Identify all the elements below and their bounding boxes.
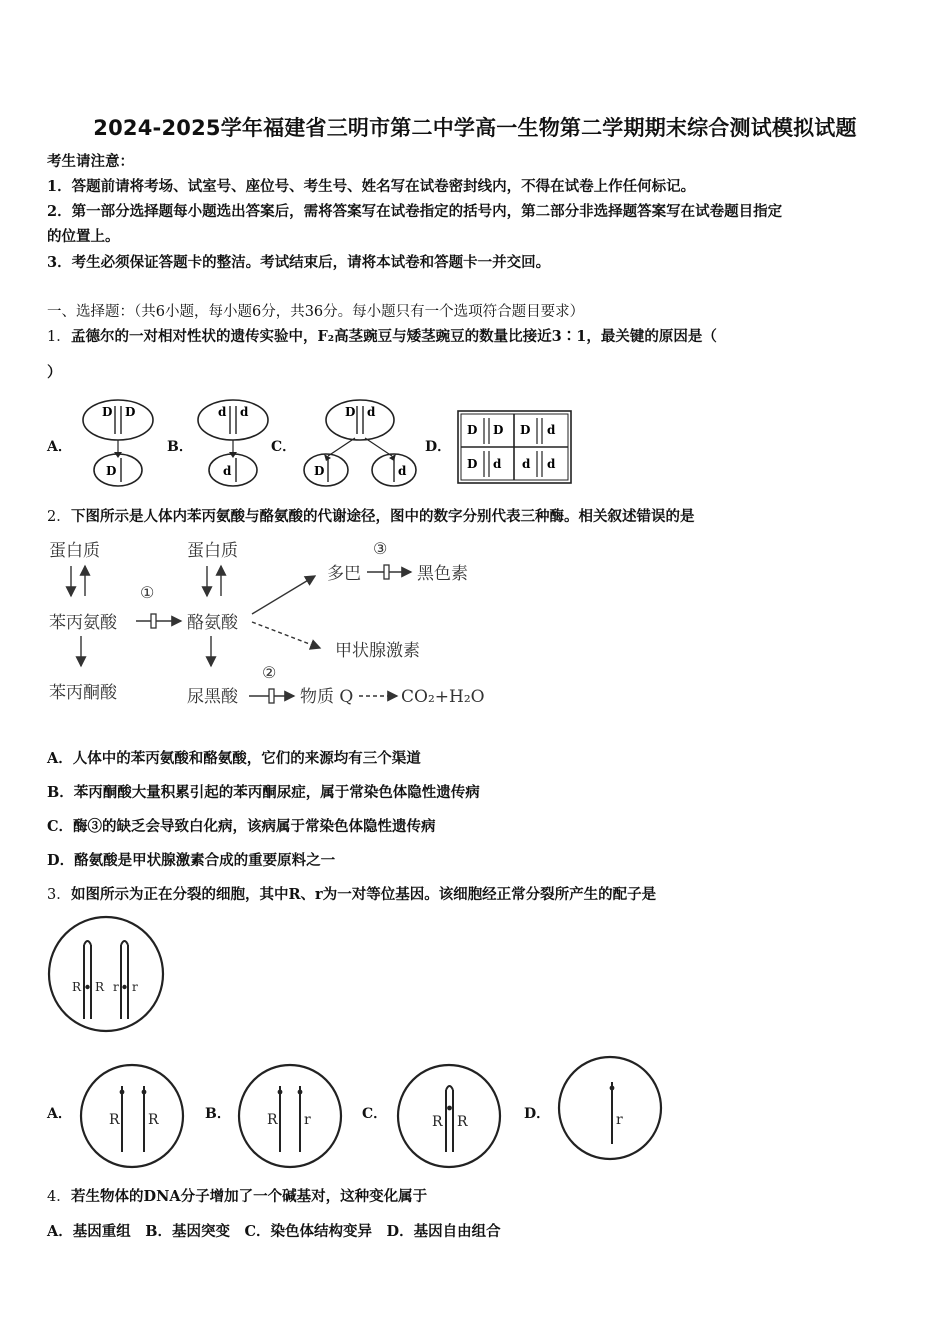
q3-option-a-label: A． [47, 1106, 72, 1122]
q1-stem-end: ） [47, 364, 62, 381]
cell-allele-R-right: R [95, 980, 105, 994]
q3a-left-allele: R [109, 1112, 120, 1128]
q3-option-c-label: C． [362, 1106, 388, 1122]
q3-option-a-cell [78, 1062, 188, 1172]
q3-dividing-cell-diagram [44, 915, 170, 1033]
q1-diagram-a [78, 398, 158, 490]
q1c-bottom-right-allele: d [398, 464, 407, 478]
q1a-top-left-allele: D [102, 405, 113, 419]
q3-option-d-label: D． [524, 1106, 551, 1122]
thyroxine-label: 甲状腺激素 [335, 641, 420, 661]
q4-stem: 若生物体的DNA分子增加了一个碱基对，这种变化属于 [71, 1188, 428, 1205]
page-title: 2024-2025学年福建省三明市第二中学高一生物第二学期期末综合测试模拟试题 [93, 116, 857, 140]
q3-stem: 如图所示为正在分裂的细胞，其中R、r为一对等位基因。该细胞经正常分裂所产生的配子是 [71, 886, 657, 903]
q1c-top-right-allele: d [367, 405, 376, 419]
punnett-cell-4-right: d [547, 457, 556, 471]
q3-option-c-cell [395, 1062, 505, 1172]
punnett-cell-1-left: D [467, 423, 478, 437]
punnett-cell-1-right: D [493, 423, 504, 437]
punnett-cell-3-left: D [467, 457, 478, 471]
q2-option-b: B．苯丙酮酸大量积累引起的苯丙酮尿症，属于常染色体隐性遗传病 [47, 784, 480, 801]
punnett-cell-4-left: d [522, 457, 531, 471]
q1a-bottom-allele: D [106, 464, 117, 478]
q3-option-b-cell [236, 1062, 346, 1172]
q4-number: 4． [47, 1189, 71, 1205]
q1-option-c-label: C． [271, 439, 297, 455]
punnett-cell-2-right: d [547, 423, 556, 437]
substance-q-label: 物质 Q [300, 687, 354, 707]
q1c-top-left-allele: D [345, 405, 356, 419]
q2-option-a: A．人体中的苯丙氨酸和酪氨酸，它们的来源均有三个渠道 [47, 750, 421, 767]
cell-allele-r-right: r [132, 980, 138, 994]
notice-item-3: 3．考生必须保证答题卡的整洁。考试结束后，请将本试卷和答题卡一并交回。 [47, 254, 551, 271]
q2-number: 2． [47, 509, 71, 525]
cell-allele-R-left: R [72, 980, 82, 994]
phenylpyruvate-label: 苯丙酮酸 [49, 683, 117, 703]
q1b-bottom-allele: d [223, 464, 232, 478]
enzyme-1-label: ① [140, 583, 155, 602]
q3-option-b-label: B． [205, 1106, 231, 1122]
melanin-label: 黑色素 [417, 564, 468, 584]
q1-stem: 孟德尔的一对相对性状的遗传实验中，F₂高茎豌豆与矮茎豌豆的数量比接近3∶1，最关键的原因是（ [71, 328, 717, 345]
q2-stem: 下图所示是人体内苯丙氨酸与酪氨酸的代谢途径，图中的数字分别代表三种酶。相关叙述错误的是 [71, 508, 695, 525]
section-heading: 一、选择题：（共6小题，每小题6分，共36分。每小题只有一个选项符合题目要求） [47, 304, 585, 320]
q3-option-d-cell [556, 1054, 666, 1164]
q3d-allele: r [616, 1112, 623, 1128]
protein-label-2: 蛋白质 [187, 541, 238, 561]
notice-heading: 考生请注意： [47, 153, 134, 170]
punnett-cell-2-left: D [520, 423, 531, 437]
q2-metabolic-pathway-diagram [45, 536, 505, 716]
dopa-label: 多巴 [327, 564, 361, 584]
q1c-bottom-left-allele: D [314, 464, 325, 478]
q3b-left-allele: R [267, 1112, 278, 1128]
q2-option-d: D．酪氨酸是甲状腺激素合成的重要原料之一 [47, 852, 336, 869]
q1-option-d-label: D． [425, 439, 452, 455]
q1a-top-right-allele: D [125, 405, 136, 419]
q1-diagram-b [193, 398, 273, 490]
q3c-right-allele: R [457, 1114, 468, 1130]
enzyme-2-label: ② [262, 663, 277, 682]
notice-item-2-cont: 的位置上。 [47, 228, 120, 245]
q3-number: 3． [47, 887, 71, 903]
q1-diagram-c [300, 398, 420, 490]
co2-h2o-label: CO₂+H₂O [401, 687, 485, 707]
homogentisic-acid-label: 尿黑酸 [187, 687, 238, 707]
q1-option-a-label: A． [47, 439, 72, 455]
enzyme-3-label: ③ [373, 539, 388, 558]
cell-allele-r-left: r [113, 980, 119, 994]
q1b-top-left-allele: d [218, 405, 227, 419]
q1b-top-right-allele: d [240, 405, 249, 419]
q3a-right-allele: R [148, 1112, 159, 1128]
protein-label-1: 蛋白质 [49, 541, 100, 561]
q1-number: 1． [47, 329, 71, 345]
q1-option-b-label: B． [167, 439, 193, 455]
q2-option-c: C．酶③的缺乏会导致白化病，该病属于常染色体隐性遗传病 [47, 818, 436, 835]
q1-diagram-d-punnett [457, 410, 573, 486]
notice-item-2: 2．第一部分选择题每小题选出答案后，需将答案写在试卷指定的括号内，第二部分非选择题答案写在试卷题目指定 [47, 203, 783, 220]
q4-options: A．基因重组 B．基因突变 C．染色体结构变异 D．基因自由组合 [47, 1223, 501, 1240]
q3c-left-allele: R [432, 1114, 443, 1130]
tyrosine-label: 酪氨酸 [187, 613, 238, 633]
notice-item-1: 1．答题前请将考场、试室号、座位号、考生号、姓名写在试卷密封线内，不得在试卷上作任何标记。 [47, 178, 696, 195]
q3b-right-allele: r [304, 1112, 311, 1128]
punnett-cell-3-right: d [493, 457, 502, 471]
phenylalanine-label: 苯丙氨酸 [49, 613, 117, 633]
